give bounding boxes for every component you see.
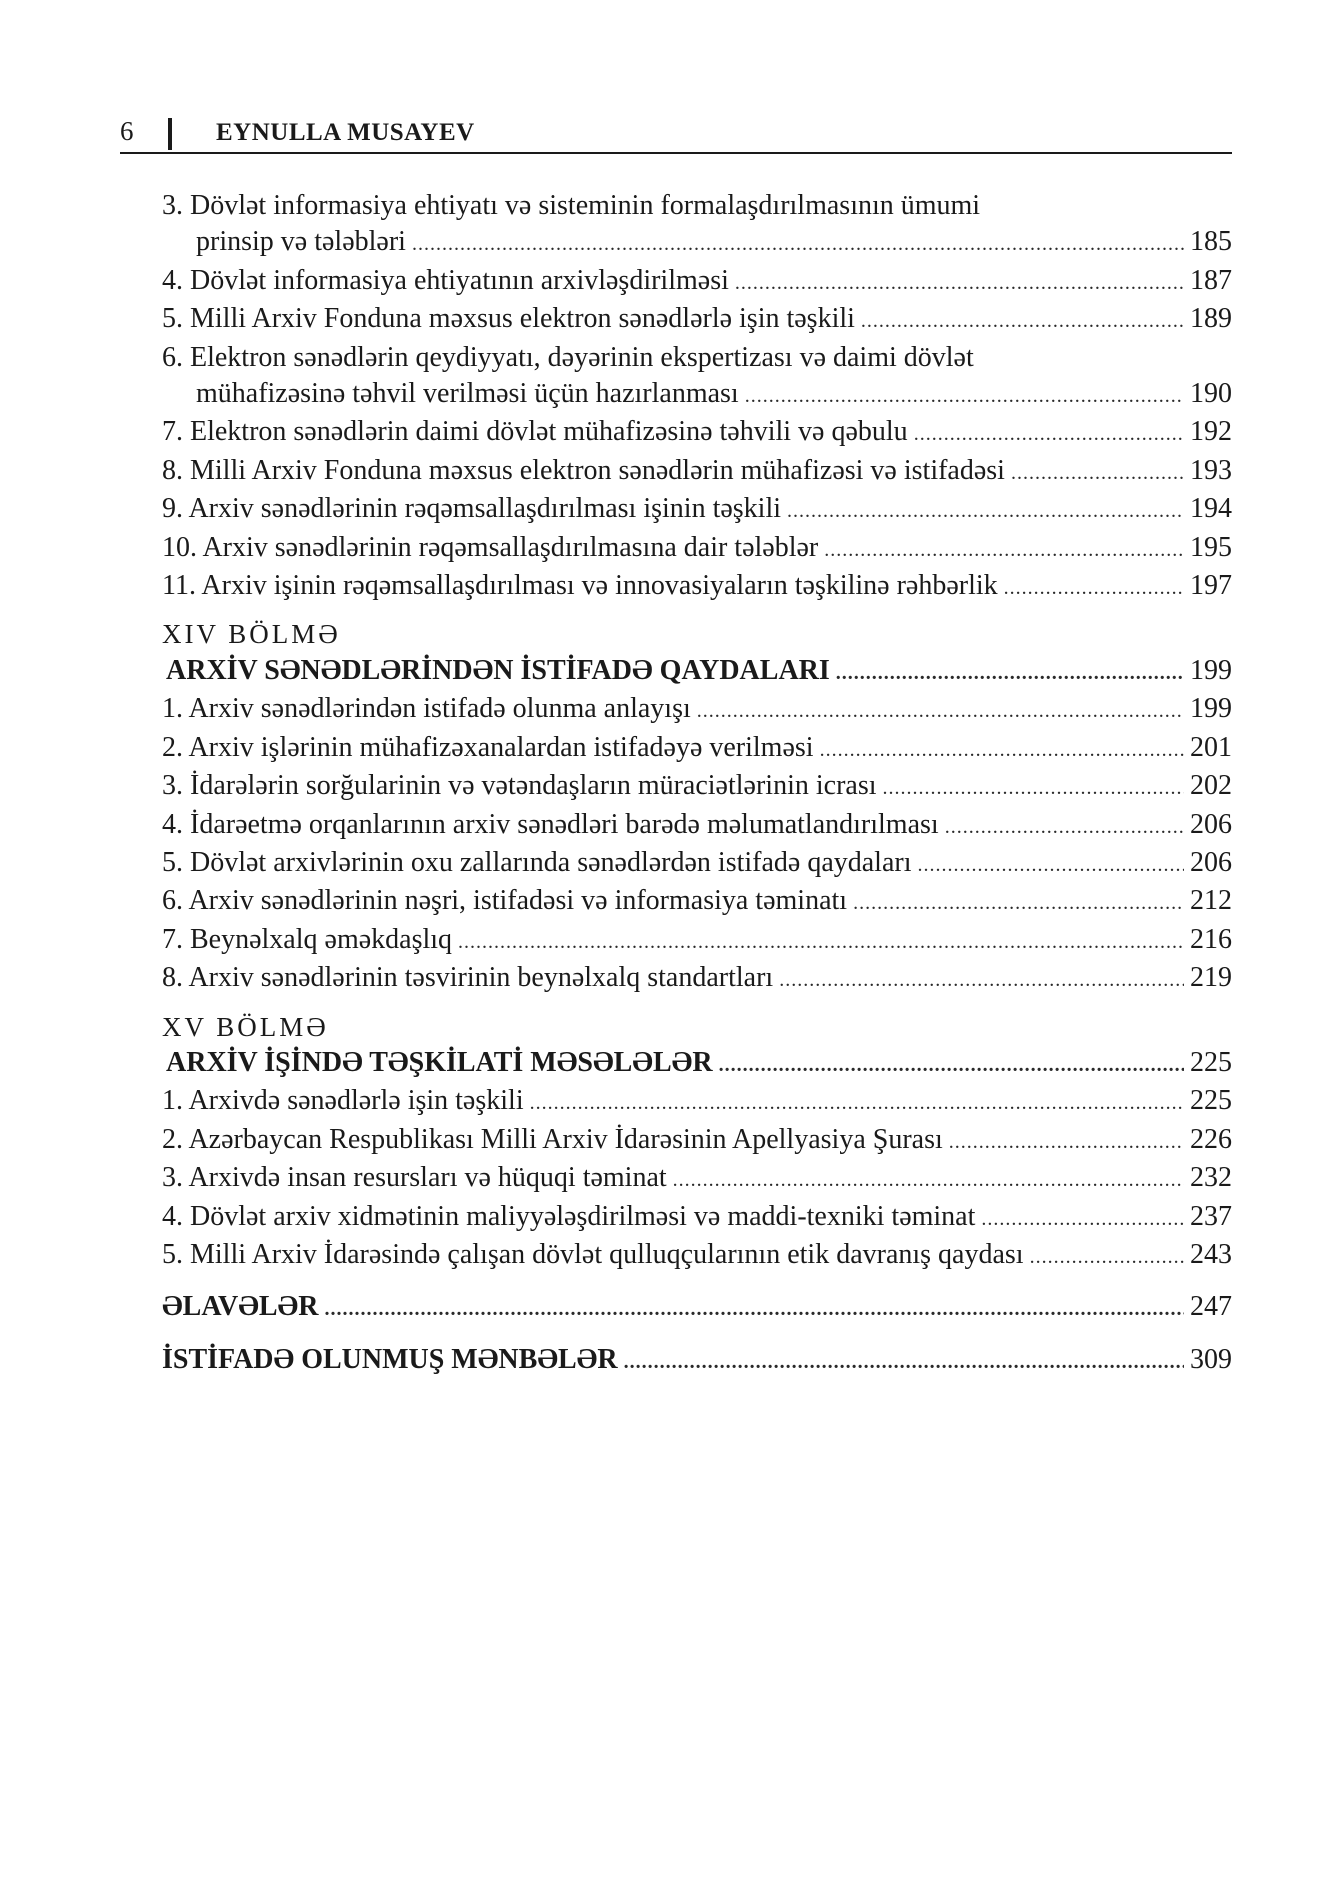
section-label: XV BÖLMƏ (162, 1011, 329, 1042)
toc-entry (162, 691, 1232, 729)
dot-leader (820, 732, 1184, 768)
references-row (162, 1342, 1232, 1380)
dot-leader (949, 1124, 1184, 1160)
toc-entry-text: 2. Azərbaycan Respublikası Milli Arxiv İdarəsinin Apellyasiya Şurası (162, 1123, 943, 1155)
dot-leader (914, 416, 1184, 452)
toc-page-number: 192 (1190, 416, 1232, 448)
toc-entry-text: 1. Arxivdə sənədlərlə işin təşkili (162, 1085, 524, 1117)
dot-leader (824, 532, 1184, 568)
dot-leader (324, 1291, 1184, 1327)
dot-leader (1011, 455, 1184, 491)
toc-entry-text: 5. Dövlət arxivlərinin oxu zallarında sənədlərdən istifadə qaydaları (162, 846, 912, 878)
toc-entry-text: prinsip və tələbləri (196, 226, 406, 258)
toc-entry (162, 224, 1232, 262)
dot-leader (624, 1344, 1184, 1380)
dot-leader (945, 809, 1184, 845)
table-of-contents (162, 188, 1232, 1380)
dot-leader (918, 847, 1185, 883)
toc-entry (162, 845, 1232, 883)
dot-leader (735, 265, 1184, 301)
toc-entry-line1: 3. Dövlət informasiya ehtiyatı və sisteminin formalaşdırılmasının ümumi (162, 190, 981, 221)
toc-page-number: 225 (1190, 1046, 1232, 1078)
toc-page-number: 199 (1190, 654, 1232, 686)
toc-entry (162, 807, 1232, 845)
dot-leader (673, 1162, 1184, 1198)
dot-leader (697, 693, 1184, 729)
toc-entry (162, 883, 1232, 921)
page-number: 6 (120, 116, 134, 146)
appendices-row (162, 1289, 1232, 1327)
toc-entry (162, 730, 1232, 768)
toc-entry-text: 8. Milli Arxiv Fonduna məxsus elektron sənədlərin mühafizəsi və istifadəsi (162, 454, 1005, 486)
toc-page-number: 185 (1190, 226, 1232, 258)
appendices-title: ƏLAVƏLƏR (162, 1291, 319, 1323)
toc-entry-text: 2. Arxiv işlərinin mühafizəxanalardan istifadəyə verilməsi (162, 731, 814, 763)
toc-page-number: 232 (1190, 1162, 1232, 1194)
toc-page-number: 201 (1190, 731, 1232, 763)
toc-entry (162, 922, 1232, 960)
toc-entry-text: mühafizəsinə təhvil verilməsi üçün hazırlanması (196, 378, 739, 410)
toc-entry-text: 4. Dövlət informasiya ehtiyatının arxivləşdirilməsi (162, 264, 729, 296)
dot-leader (883, 770, 1185, 806)
toc-entry-text: 4. Dövlət arxiv xidmətinin maliyyələşdirilməsi və maddi-texniki təminat (162, 1200, 976, 1232)
dot-leader (787, 493, 1184, 529)
toc-entry (162, 414, 1232, 452)
section-title: ARXİV İŞİNDƏ TƏŞKİLATİ MƏSƏLƏLƏR (166, 1046, 713, 1078)
toc-page-number: 197 (1190, 570, 1232, 602)
toc-page-number: 219 (1190, 962, 1232, 994)
dot-leader (853, 885, 1184, 921)
toc-entry-text: 6. Arxiv sənədlərinin nəşri, istifadəsi və informasiya təminatı (162, 885, 848, 917)
dot-leader (779, 962, 1184, 998)
toc-entry-line1: 6. Elektron sənədlərin qeydiyyatı, dəyərinin ekspertizası və daimi dövlət (162, 341, 974, 373)
toc-entry (162, 491, 1232, 529)
toc-page-number: 212 (1190, 885, 1232, 917)
toc-page-number: 243 (1190, 1238, 1232, 1270)
toc-page-number: 237 (1190, 1200, 1232, 1232)
dot-leader (458, 924, 1184, 960)
toc-page-number: 206 (1190, 808, 1232, 840)
toc-entry (162, 301, 1232, 339)
toc-entry (162, 453, 1232, 491)
toc-page-number: 206 (1190, 846, 1232, 878)
toc-entry-text: 4. İdarəetmə orqanlarının arxiv sənədləri barədə məlumatlandırılması (162, 808, 939, 840)
header-separator-bar (168, 118, 172, 150)
section-title: ARXİV SƏNƏDLƏRİNDƏN İSTİFADƏ QAYDALARI (166, 654, 830, 686)
dot-leader (1030, 1239, 1184, 1275)
toc-page-number: 216 (1190, 923, 1232, 955)
toc-entry (162, 530, 1232, 568)
toc-entry (162, 1199, 1232, 1237)
toc-entry-text: 5. Milli Arxiv İdarəsində çalışan dövlət qulluqçularının etik davranış qaydası (162, 1238, 1024, 1270)
toc-entry-text: 8. Arxiv sənədlərinin təsvirinin beynəlxalq standartları (162, 962, 774, 994)
toc-entry (162, 376, 1232, 414)
toc-entry (162, 1160, 1232, 1198)
toc-entry-text: 11. Arxiv işinin rəqəmsallaşdırılması və innovasiyaların təşkilinə rəhbərlik (162, 570, 998, 602)
toc-entry-text: 7. Elektron sənədlərin daimi dövlət mühafizəsinə təhvili və qəbulu (162, 416, 908, 448)
header-author: EYNULLA MUSAYEV (216, 119, 475, 146)
section-title-row (162, 653, 1232, 691)
toc-page-number: 189 (1190, 303, 1232, 335)
dot-leader (861, 303, 1184, 339)
section-title-row (162, 1045, 1232, 1083)
dot-leader (745, 378, 1184, 414)
toc-entry (162, 1083, 1232, 1121)
toc-page-number: 199 (1190, 693, 1232, 725)
toc-page-number: 202 (1190, 770, 1232, 802)
toc-entry (162, 768, 1232, 806)
toc-entry-text: 7. Beynəlxalq əməkdaşlıq (162, 923, 453, 955)
toc-entry (162, 263, 1232, 301)
dot-leader (530, 1085, 1184, 1121)
toc-page-number: 225 (1190, 1085, 1232, 1117)
toc-page-number: 195 (1190, 531, 1232, 563)
toc-page-number: 190 (1190, 378, 1232, 410)
toc-entry-text: 5. Milli Arxiv Fonduna məxsus elektron sənədlərlə işin təşkili (162, 303, 855, 335)
toc-entry-text: 3. İdarələrin sorğularinin və vətəndaşların müraciətlərinin icrası (162, 770, 877, 802)
toc-entry (162, 1237, 1232, 1275)
dot-leader (836, 655, 1184, 691)
toc-entry (162, 960, 1232, 998)
dot-leader (981, 1201, 1184, 1237)
running-header (120, 112, 1232, 154)
toc-page-number: 194 (1190, 493, 1232, 525)
toc-entry-text: 1. Arxiv sənədlərindən istifadə olunma anlayışı (162, 693, 691, 725)
toc-entry-text: 9. Arxiv sənədlərinin rəqəmsallaşdırılması işinin təşkili (162, 493, 782, 525)
dot-leader (719, 1047, 1184, 1083)
toc-page-number: 309 (1190, 1343, 1232, 1375)
section-label: XIV BÖLMƏ (162, 619, 341, 650)
toc-entry (162, 568, 1232, 606)
toc-entry-text: 3. Arxivdə insan resursları və hüquqi təminat (162, 1162, 667, 1194)
toc-page-number: 187 (1190, 264, 1232, 296)
references-title: İSTİFADƏ OLUNMUŞ MƏNBƏLƏR (162, 1343, 618, 1375)
dot-leader (412, 226, 1184, 262)
dot-leader (1004, 570, 1184, 606)
toc-page-number: 193 (1190, 454, 1232, 486)
toc-page-number: 226 (1190, 1123, 1232, 1155)
toc-entry-text: 10. Arxiv sənədlərinin rəqəmsallaşdırılmasına dair tələblər (162, 531, 819, 563)
toc-page-number: 247 (1190, 1291, 1232, 1323)
toc-entry (162, 1122, 1232, 1160)
